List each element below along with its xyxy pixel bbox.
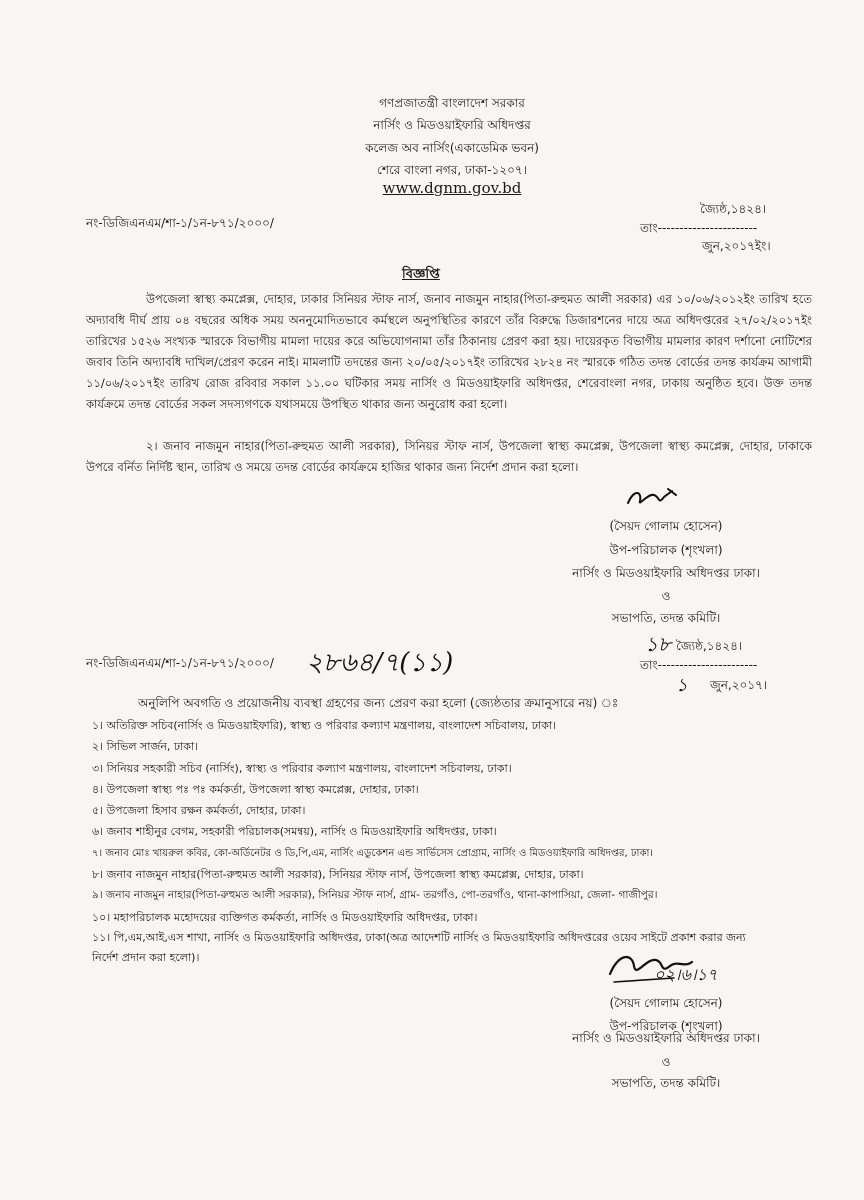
header-directorate: নার্সিং ও মিডওয়াইফারি অধিদপ্তর	[373, 118, 531, 132]
copy-list-item: ৯। জনাব নাজমুন নাহার(পিতা-রুহুমত আলী সরকার), সিনিয়র স্টাফ নার্স, গ্রাম- তরগাঁও, পো-তরগাঁও, থানা-কাপাসিয়া, জেলা- গাজীপুর।	[92, 889, 658, 902]
notice-paragraph-1: উপজেলা স্বাস্থ্য কমপ্লেক্স, দোহার, ঢাকার সিনিয়র স্টাফ নার্স, জনাব নাজমুন নাহার(পিতা-রুহুমত আলী সরকার) এর ১০/০৬/২০১২ইং তারিখ হতে অদ্যাবধি দীর্ঘ প্রায় ০৪ বছরের অধিক সময় অননুমোদিতভাবে কর্মস্থলে অনুপস্থিতির কারণে তাঁর বিরুদ্ধে ডিজারশনের দায়ে অত্র অধিদপ্তরের ২৭/০২/২০১৭ইং তারিখের ১৫২৬ সংখ্যক স্মারকে বিভাগীয় মামলা দায়ের করে অভিযোগনামা তাঁর ঠিকানায় প্রেরণ করা হয়। দায়েরকৃত বিভাগীয় মামলার কারণ দর্শানো নোটিশের জবাব তিনি অদ্যাবধি দাখিল/প্রেরণ করেন নাই। মামলাটি তদন্তের জন্য ২০/০৫/২০১৭ইং তারিখের ২৮২৪ নং স্মারকে গঠিত তদন্ত বোর্ডের তদন্ত কার্যক্রম আগামী ১১/০৬/২০১৭ইং তারিখ রোজ রবিবার সকাল ১১.০০ ঘটিকার সময় নার্সিং ও মিডওয়াইফারি অধিদপ্তর, শেরেবাংলা নগর, ঢাকায় অনুষ্ঠিত হবে। উক্ত তদন্ত কার্যক্রমে তদন্ত বোর্ডের সকল সদস্যগণকে যথাসময়ে উপস্থিত থাকার জন্য অনুরোধ করা হলো।	[86, 292, 812, 411]
header-website-link[interactable]: www.dgnm.gov.bd	[382, 179, 522, 197]
copy-list-item: ১। অতিরিক্ত সচিব(নার্সিং ও মিডওয়াইফারি), স্বাস্থ্য ও পরিবার কল্যাণ মন্ত্রণালয়, বাংলাদেশ সচিবালয়, ঢাকা।	[92, 719, 557, 732]
copy-list-item: ৭। জনাব মোঃ খায়রুল কবির, কো-অর্ডিনেটর ও ডি,পি,এম, নার্সিং এডুকেশন এন্ড সার্ভিসেস প্রোগ্রাম, নার্সিং ও মিডওয়াইফারি অধিদপ্তর, ঢাকা।	[92, 847, 653, 859]
signatory2-role: সভাপতি, তদন্ত কমিটি।	[611, 1076, 721, 1090]
copy-list	[92, 715, 792, 970]
memo1-ref-no: নং-ডিজিএনএম/শা-১/১ন-৮৭১/২০০০/	[86, 216, 274, 230]
signatory1-role: সভাপতি, তদন্ত কমিটি।	[611, 611, 721, 625]
header-address: শেরে বাংলা নগর, ঢাকা-১২০৭।	[377, 163, 527, 177]
signatory1-and: ও	[661, 589, 671, 603]
memo2-ref-handwritten: ২৮৬৪/৭(১১)	[306, 648, 454, 678]
memo2-date-bangla: জ্যৈষ্ঠ,১৪২৪।	[676, 639, 743, 653]
memo2-date-day2-handwritten: ১	[676, 675, 688, 696]
signature-2-date-handwritten: ০২।৬।১৭	[654, 965, 718, 984]
signatory2-office: নার্সিং ও মিডওয়াইফারি অধিদপ্তর ঢাকা।	[572, 1031, 760, 1045]
copy-list-item: ২। সিভিল সার্জন, ঢাকা।	[92, 740, 199, 754]
signatory2-name: (সৈয়দ গোলাম হোসেন)	[609, 996, 723, 1010]
copy-list-item: ৩। সিনিয়র সহকারী সচিব (নার্সিং), স্বাস্থ্য ও পরিবার কল্যাণ মন্ত্রণালয়, বাংলাদেশ সচিবালয়, ঢাকা।	[92, 761, 512, 775]
notice-paragraph-2: ২। জনাব নাজমুন নাহার(পিতা-রুহুমত আলী সরকার), সিনিয়র স্টাফ নার্স, উপজেলা স্বাস্থ্য কমপ্লেক্স, উপজেলা স্বাস্থ্য কমপ্লেক্স, দোহার, ঢাকাকে উপরে বর্নিত নির্দিষ্ট স্থান, তারিখ ও সময়ে তদন্ত বোর্ডের কার্যক্রমে হাজির থাকার জন্য নির্দেশ প্রদান করা হলো।	[86, 439, 812, 474]
notice-title: বিজ্ঞপ্তি	[402, 267, 440, 282]
memo1-date-prefix: তাং-----------------------	[640, 221, 758, 235]
copy-list-item: ৬। জনাব শাহীনুর বেগম, সহকারী পরিচালক(সমন্বয়), নার্সিং ও মিডওয়াইফারি অধিদপ্তর, ঢাকা।	[92, 825, 497, 839]
copy-list-item: ৮। জনাব নাজমুন নাহার(পিতা-রুহুমত আলী সরকার), সিনিয়র স্টাফ নার্স, উপজেলা স্বাস্থ্য কমপ্লেক্স, দোহার, ঢাকা।	[92, 868, 584, 882]
signature-1-image	[624, 485, 684, 511]
header-college: কলেজ অব নার্সিং(একাডেমিক ভবন)	[365, 141, 539, 155]
copy-list-item: ১০। মহাপরিচালক মহোদয়ের ব্যক্তিগত কর্মকর্তা, নার্সিং ও মিডওয়াইফারি অধিদপ্তর, ঢাকা।	[92, 910, 478, 924]
signatory1-title: উপ-পরিচালক (শৃংখলা)	[609, 543, 723, 557]
signatory1-office: নার্সিং ও মিডওয়াইফারি অধিদপ্তর ঢাকা।	[572, 566, 760, 580]
memo2-date-english: জুন,২০১৭।	[710, 678, 768, 692]
copy-list-item: ৫। উপজেলা হিসাব রক্ষন কর্মকর্তা, দোহার, ঢাকা।	[92, 804, 306, 818]
memo2-date-prefix: তাং-----------------------	[640, 658, 758, 672]
copy-list-item: ৪। উপজেলা স্বাস্থ্য পঃ পঃ কর্মকর্তা, উপজেলা স্বাস্থ্য কমপ্লেক্স, দোহার, ঢাকা।	[92, 782, 419, 796]
memo1-date-bangla: জ্যৈষ্ঠ,১৪২৪।	[700, 202, 767, 216]
memo1-date-english: জুন,২০১৭ইং।	[702, 239, 771, 253]
signatory1-name: (সৈয়দ গোলাম হোসেন)	[609, 519, 723, 533]
signatory2-and: ও	[661, 1055, 671, 1069]
memo2-ref-no: নং-ডিজিএনএম/শা-১/১ন-৮৭১/২০০০/	[86, 656, 274, 670]
signatory2-title: উপ-পরিচালক (শৃংখলা)	[609, 1019, 723, 1033]
copy-intro: অনুলিপি অবগতি ও প্রয়োজনীয় ব্যবস্থা গ্রহণের জন্য প্রেরণ করা হলো (জ্যেষ্ঠতার ক্রমানুসারে নয়) ঃ	[138, 696, 619, 710]
header-government: গণপ্রজাতন্ত্রী বাংলাদেশ সরকার	[379, 96, 525, 110]
memo2-date-day-handwritten: ১৮	[645, 632, 671, 656]
copy-list-item: ১১। পি,এম,আই,এস শাখা, নার্সিং ও মিডওয়াইফারি অধিদপ্তর, ঢাকা(অত্র আদেশটি নার্সিং ও মিডওয়াইফারি অধিদপ্তরের ওয়েব সাইটে প্রকাশ করার জন্য নির্দেশ প্রদান করা হলো)।	[92, 930, 746, 964]
